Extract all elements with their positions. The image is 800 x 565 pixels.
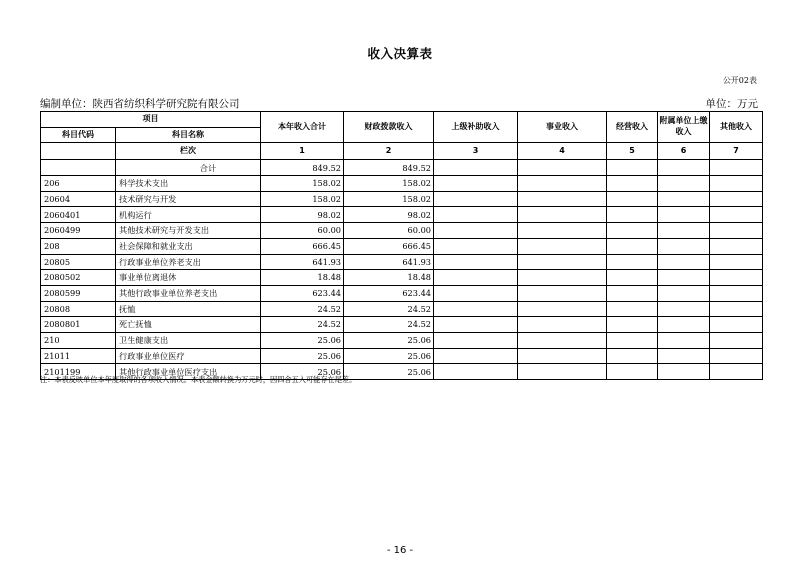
currency-unit: 单位：万元 xyxy=(705,98,758,110)
cell-amount xyxy=(658,332,710,348)
table-note: 注：本表反映单位本年度取得的各项收入情况。本表金额转换为万元时，因四舍五入可能存在尾差。 xyxy=(40,375,357,384)
cell-amount xyxy=(658,364,710,380)
cell-subject-name: 行政事业单位医疗 xyxy=(116,348,261,364)
cell-subject-name: 事业单位离退休 xyxy=(116,270,261,286)
cell-amount xyxy=(434,364,518,380)
cell-amount xyxy=(710,254,763,270)
cell-amount xyxy=(518,191,607,207)
cell-amount xyxy=(518,176,607,192)
cell-amount xyxy=(658,207,710,223)
cell-amount: 24.52 xyxy=(344,301,434,317)
cell-amount xyxy=(518,160,607,176)
cell-amount xyxy=(710,332,763,348)
cell-amount xyxy=(710,176,763,192)
cell-amount xyxy=(607,285,658,301)
cell-subject-name: 社会保障和就业支出 xyxy=(116,238,261,254)
header-project: 项目 xyxy=(41,112,261,128)
cell-amount xyxy=(607,176,658,192)
cell-subject-name: 其他技术研究与开发支出 xyxy=(116,223,261,239)
cell-amount: 98.02 xyxy=(344,207,434,223)
cell-subject-name: 卫生健康支出 xyxy=(116,332,261,348)
cell-amount xyxy=(518,332,607,348)
cell-amount xyxy=(607,348,658,364)
form-code: 公开02表 xyxy=(722,76,757,85)
column-number: 4 xyxy=(518,143,607,160)
cell-amount: 25.06 xyxy=(344,332,434,348)
cell-amount xyxy=(658,348,710,364)
cell-amount xyxy=(607,207,658,223)
cell-amount: 60.00 xyxy=(344,223,434,239)
cell-amount xyxy=(518,301,607,317)
table-row xyxy=(41,223,763,239)
header-subject-name: 科目名称 xyxy=(116,127,261,143)
cell-amount xyxy=(518,348,607,364)
cell-amount xyxy=(710,270,763,286)
page-title: 收入决算表 xyxy=(367,46,433,61)
cell-amount xyxy=(658,254,710,270)
cell-subject-name: 机构运行 xyxy=(116,207,261,223)
cell-amount xyxy=(518,364,607,380)
cell-amount xyxy=(710,191,763,207)
cell-subject-code: 206 xyxy=(41,176,116,192)
cell-amount: 623.44 xyxy=(261,285,344,301)
header-blank xyxy=(41,143,116,160)
cell-amount xyxy=(710,207,763,223)
cell-amount xyxy=(710,348,763,364)
header-affiliated-remittance: 附属单位上缴收入 xyxy=(658,112,710,143)
cell-amount xyxy=(658,160,710,176)
cell-subject-name: 技术研究与开发 xyxy=(116,191,261,207)
cell-amount xyxy=(434,285,518,301)
cell-amount: 666.45 xyxy=(344,238,434,254)
cell-amount xyxy=(434,207,518,223)
cell-subject-name: 死亡抚恤 xyxy=(116,317,261,333)
cell-amount: 666.45 xyxy=(261,238,344,254)
cell-amount xyxy=(434,348,518,364)
cell-amount xyxy=(607,223,658,239)
cell-amount xyxy=(710,285,763,301)
cell-amount xyxy=(434,160,518,176)
cell-amount: 25.06 xyxy=(344,364,434,380)
cell-amount: 158.02 xyxy=(344,176,434,192)
cell-subject-code: 2080801 xyxy=(41,317,116,333)
table-row xyxy=(41,270,763,286)
table-row xyxy=(41,176,763,192)
cell-subject-name: 其他行政事业单位养老支出 xyxy=(116,285,261,301)
header-fiscal-appropriation: 财政拨款收入 xyxy=(344,112,434,143)
cell-subject-code: 2080502 xyxy=(41,270,116,286)
table-row xyxy=(41,207,763,223)
cell-amount xyxy=(518,270,607,286)
cell-amount: 25.06 xyxy=(344,348,434,364)
column-number: 5 xyxy=(607,143,658,160)
cell-subject-code: 210 xyxy=(41,332,116,348)
table-row xyxy=(41,254,763,270)
table-row xyxy=(41,191,763,207)
page-number: - 16 - xyxy=(386,545,414,556)
cell-amount: 18.48 xyxy=(344,270,434,286)
cell-amount: 98.02 xyxy=(261,207,344,223)
header-subject-code: 科目代码 xyxy=(41,127,116,143)
cell-amount: 24.52 xyxy=(261,317,344,333)
cell-subject-name: 其他行政事业单位医疗支出 xyxy=(116,364,261,380)
cell-subject-name: 抚恤 xyxy=(116,301,261,317)
cell-amount: 623.44 xyxy=(344,285,434,301)
cell-amount xyxy=(607,191,658,207)
cell-amount xyxy=(607,160,658,176)
table-row xyxy=(41,348,763,364)
cell-amount xyxy=(607,238,658,254)
cell-amount xyxy=(607,317,658,333)
column-number: 2 xyxy=(344,143,434,160)
cell-amount xyxy=(434,176,518,192)
cell-amount xyxy=(434,332,518,348)
table-row xyxy=(41,238,763,254)
cell-amount xyxy=(434,223,518,239)
cell-amount xyxy=(658,191,710,207)
cell-amount: 158.02 xyxy=(261,191,344,207)
cell-amount: 25.06 xyxy=(261,364,344,380)
cell-subject-code: 2060401 xyxy=(41,207,116,223)
cell-amount xyxy=(518,317,607,333)
header-superior-subsidy: 上级补助收入 xyxy=(434,112,518,143)
column-number: 7 xyxy=(710,143,763,160)
cell-amount xyxy=(658,270,710,286)
cell-amount xyxy=(518,223,607,239)
reporting-unit: 编制单位：陕西省纺织科学研究院有限公司 xyxy=(40,98,240,110)
cell-amount xyxy=(658,238,710,254)
cell-amount xyxy=(607,332,658,348)
cell-amount xyxy=(434,238,518,254)
column-number: 1 xyxy=(261,143,344,160)
cell-amount xyxy=(518,254,607,270)
cell-amount xyxy=(434,301,518,317)
cell-total-label: 合计 xyxy=(116,160,261,176)
cell-amount xyxy=(434,317,518,333)
header-business-income: 事业收入 xyxy=(518,112,607,143)
cell-amount xyxy=(658,301,710,317)
cell-amount xyxy=(710,160,763,176)
table-row xyxy=(41,332,763,348)
table-row xyxy=(41,301,763,317)
header-other-income: 其他收入 xyxy=(710,112,763,143)
cell-amount: 25.06 xyxy=(261,332,344,348)
cell-amount xyxy=(518,285,607,301)
cell-amount xyxy=(607,254,658,270)
cell-amount xyxy=(710,238,763,254)
cell-amount xyxy=(434,254,518,270)
cell-amount: 25.06 xyxy=(261,348,344,364)
cell-subject-name: 行政事业单位养老支出 xyxy=(116,254,261,270)
table-row xyxy=(41,317,763,333)
cell-amount xyxy=(434,270,518,286)
cell-amount xyxy=(607,364,658,380)
cell-amount xyxy=(518,207,607,223)
cell-subject-code: 20808 xyxy=(41,301,116,317)
table-header xyxy=(41,112,763,160)
cell-amount: 24.52 xyxy=(344,317,434,333)
cell-subject-code: 2080599 xyxy=(41,285,116,301)
cell-amount xyxy=(658,223,710,239)
cell-subject-code: 208 xyxy=(41,238,116,254)
cell-amount xyxy=(658,317,710,333)
cell-subject-code: 20604 xyxy=(41,191,116,207)
cell-amount: 641.93 xyxy=(344,254,434,270)
cell-amount: 24.52 xyxy=(261,301,344,317)
cell-amount xyxy=(607,270,658,286)
table-row-total xyxy=(41,160,763,176)
cell-amount: 158.02 xyxy=(344,191,434,207)
table-body xyxy=(41,160,763,380)
cell-subject-name: 科学技术支出 xyxy=(116,176,261,192)
cell-amount xyxy=(658,176,710,192)
cell-amount: 158.02 xyxy=(261,176,344,192)
cell-amount xyxy=(518,238,607,254)
column-number: 6 xyxy=(658,143,710,160)
cell-amount xyxy=(658,285,710,301)
cell-subject-code: 2060499 xyxy=(41,223,116,239)
cell-amount: 18.48 xyxy=(261,270,344,286)
column-number: 3 xyxy=(434,143,518,160)
cell-subject-code: 21011 xyxy=(41,348,116,364)
cell-amount xyxy=(710,223,763,239)
cell-amount xyxy=(710,364,763,380)
cell-amount: 641.93 xyxy=(261,254,344,270)
cell-amount: 60.00 xyxy=(261,223,344,239)
header-column-index-label: 栏次 xyxy=(116,143,261,160)
cell-amount: 849.52 xyxy=(344,160,434,176)
cell-subject-code xyxy=(41,160,116,176)
cell-subject-code: 2101199 xyxy=(41,364,116,380)
header-total-income: 本年收入合计 xyxy=(261,112,344,143)
table-row xyxy=(41,285,763,301)
cell-amount: 849.52 xyxy=(261,160,344,176)
income-table xyxy=(40,111,763,380)
cell-amount xyxy=(607,301,658,317)
cell-amount xyxy=(710,301,763,317)
cell-amount xyxy=(710,317,763,333)
cell-subject-code: 20805 xyxy=(41,254,116,270)
cell-amount xyxy=(434,191,518,207)
header-operating-income: 经营收入 xyxy=(607,112,658,143)
